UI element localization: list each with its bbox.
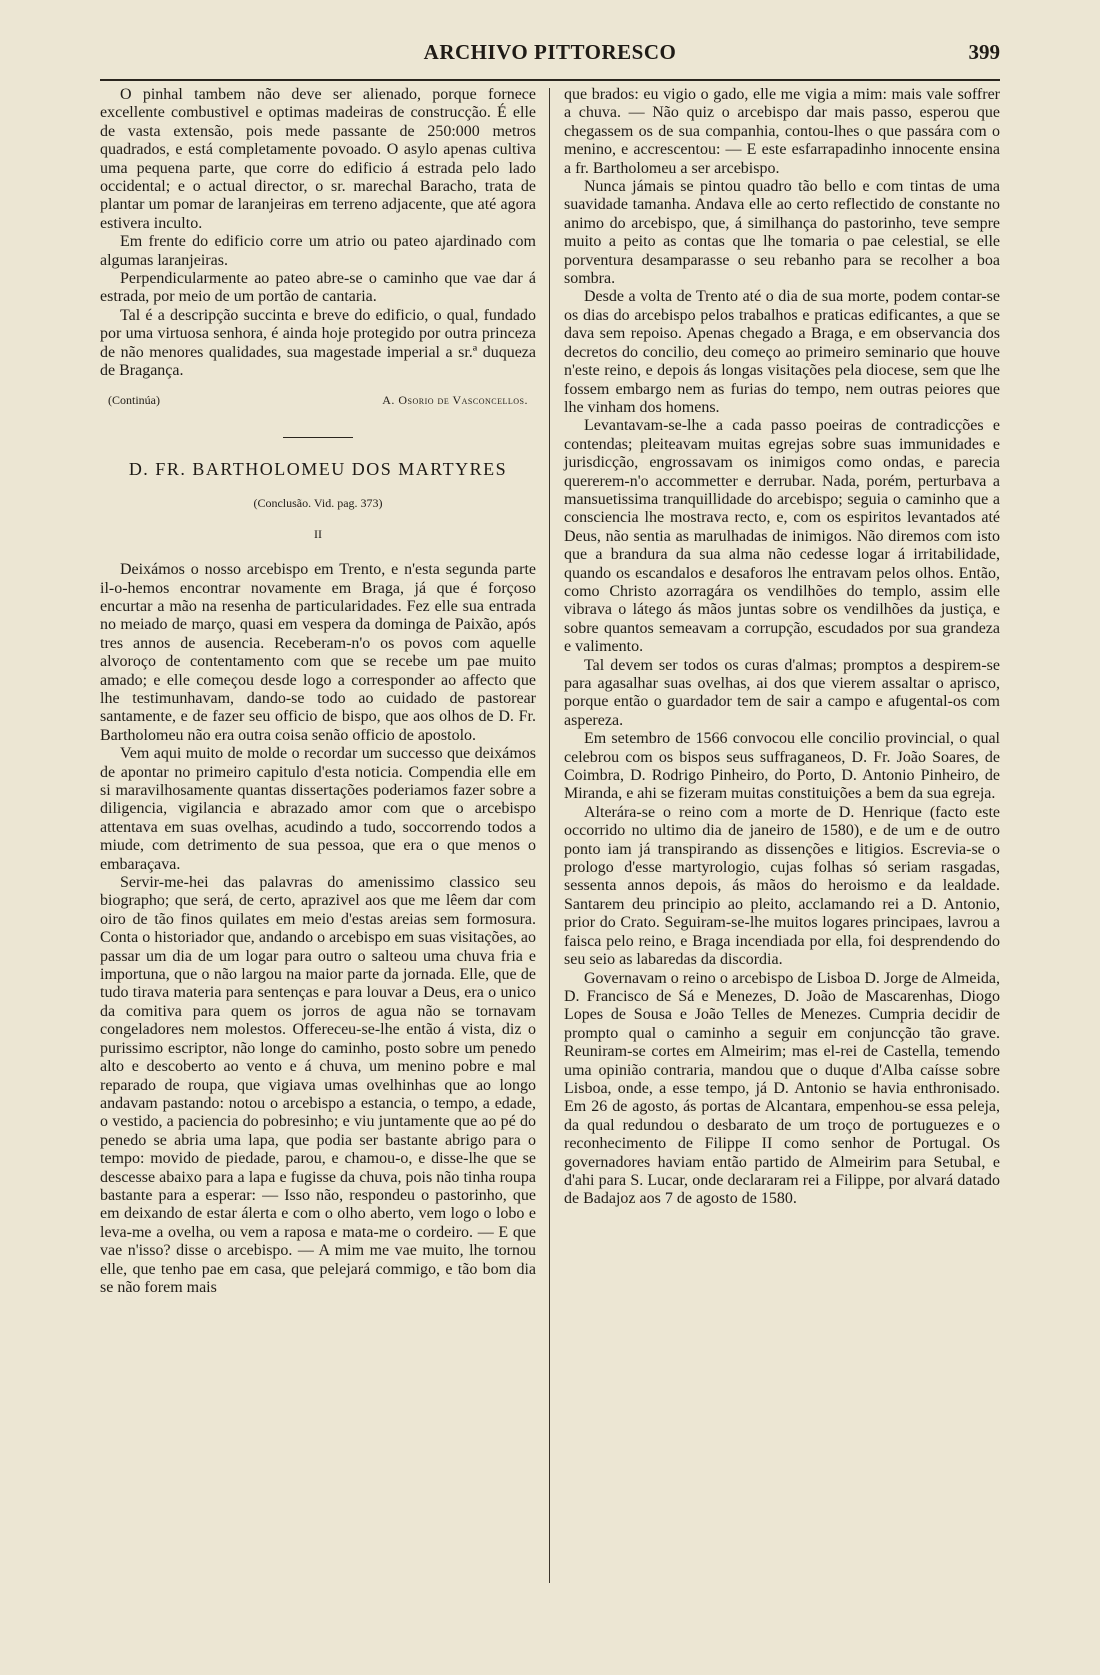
left-column bbox=[100, 86, 536, 1297]
column-divider bbox=[549, 88, 550, 1583]
paragraph: Desde a volta de Trento até o dia de sua morte, podem contar-se os dias do arcebispo pelos trabalhos e praticas edificantes, a que se dava sem repoiso. Apenas chegado a Braga, e em observancia dos decretos do concilio, deu começo ao primeiro seminario que houve n'este reino, e depois ás longas visitações pela diocese, sem que lhe fossem embargo nem as furias do tempo, nem outras peiores que lhe vinham dos homens. bbox=[564, 288, 1000, 416]
continued-note: (Continúa) bbox=[108, 392, 160, 407]
journal-title: ARCHIVO PITTORESCO bbox=[423, 40, 677, 64]
paragraph: Governavam o reino o arcebispo de Lisboa D. Jorge de Almeida, D. Francisco de Sá e Menezes, D. João de Mascarenhas, Diogo Lopes de Sousa e João Telles de Menezes. Cumpria decidir de prompto qual o caminho a seguir em conjuncção tão grave. Reuniram-se cortes em Almeirim; mas el-rei de Castella, temendo uma opinião contraria, mandou que o duque d'Alba caísse sobre Lisboa, onde, a esse tempo, já D. Antonio se havia enthronisado. Em 26 de agosto, ás portas de Alcantara, empenhou-se essa peleja, da qual redundou o desbarato de um troço de portuguezes e o reconhecimento de Filippe II como senhor de Portugal. Os governadores haviam então partido de Almeirim para Setubal, e d'ahi para S. Lucar, onde declararam rei a Filippe, por alvará datado de Badajoz aos 7 de agosto de 1580. bbox=[564, 969, 1000, 1208]
paragraph: Perpendicularmente ao pateo abre-se o caminho que vae dar á estrada, por meio de um portão de cantaria. bbox=[100, 270, 536, 306]
paragraph: Alterára-se o reino com a morte de D. Henrique (facto este occorrido no ultimo dia de janeiro de 1580), e de um e de outro ponto iam já transpirando as dissenções e litigios. Escrevia-se o prologo d'esse martyrologio, cujas folhas só seriam rasgadas, sessenta annos depois, ás mãos do heroismo e da lealdade. Santarem deu principio ao pleito, acclamando rei a D. Antonio, prior do Crato. Seguiram-se-lhe muitos logares principaes, lavrou a faisca pelo reino, e Braga incendiada por ella, foi desprendendo do seu seio as labaredas da discordia. bbox=[564, 803, 1000, 969]
paragraph: Nunca jámais se pintou quadro tão bello e com tintas de uma suavidade tamanha. Andava elle ao certo reflectido de constante no animo do arcebispo, que, á similhança do pastorinho, teve sempre muito a peito as contas que lhe tomaria o pae celestial, se elle porventura desamparasse o seu rebanho para se recolher a boa sombra. bbox=[564, 178, 1000, 288]
paragraph: Vem aqui muito de molde o recordar um successo que deixámos de apontar no primeiro capitulo d'esta noticia. Compendia elle em si maravilhosamente quantas dissertações poderiamos fazer sobre a diligencia, vigilancia e abrazado amor com que o arcebispo attentava em suas ovelhas, acudindo a tudo, soccorrendo todos a miude, com detrimento de sua pessoa, que era o que menos o embaraçava. bbox=[100, 745, 536, 873]
paragraph: Tal devem ser todos os curas d'almas; promptos a despirem-se para agasalhar suas ovelhas, ai dos que vierem assaltar o aprisco, porque então o guardador tem de sair a campo e afugental-os com aspereza. bbox=[564, 656, 1000, 729]
section-number: II bbox=[314, 526, 322, 541]
header-rule bbox=[100, 79, 1000, 81]
paragraph: Tal é a descripção succinta e breve do edificio, o qual, fundado por uma virtuosa senhora, é ainda hoje protegido por outra princeza de não menores qualidades, sua magestade imperial a sr.ª duqueza de Bragança. bbox=[100, 306, 536, 380]
paragraph: Em setembro de 1566 convocou elle concilio provincial, o qual celebrou com os bispos seus suffraganeos, D. Fr. João Soares, de Coimbra, D. Rodrigo Pinheiro, do Porto, D. Antonio Pinheiro, de Miranda, e ahi se fizeram muitas constituições a bem da sua egreja. bbox=[564, 730, 1000, 803]
running-header bbox=[100, 40, 1000, 70]
author-signature: A. Osorio de Vasconcellos. bbox=[382, 392, 528, 407]
right-column bbox=[564, 86, 1000, 1209]
article-title: D. FR. BARTHOLOMEU DOS MARTYRES bbox=[128, 458, 508, 479]
paragraph: Servir-me-hei das palavras do amenissimo classico seu biographo; que será, de certo, aprazivel aos que me lêem dar com oiro de tão finos quilates em meio d'estas areias sem formosura. Conta o historiador que, andando o arcebispo em suas visitações, ao passar um dia de um logar para outro o salteou uma chuva fria e importuna, que o não largou na maior parte da jornada. Elle, que de tudo tirava materia para sentenças e para louvar a Deus, era o unico da comitiva para quem os jorros de agua não se tornavam congeladores nem molestos. Offereceu-se-lhe então á vista, diz o purissimo escriptor, não longe do caminho, posto sobre um penedo alto e descoberto ao vento e á chuva, um menino pobre e mal reparado de roupa, que vigiava umas ovelhinhas que ao longo andavam pastando: notou o arcebispo a estancia, o tempo, a edade, o vestido, a paciencia do pobresinho; e viu juntamente que ao pé do penedo se abria uma lapa, que podia ser bastante abrigo para o tempo: movido de piedade, parou, e chamou-o, e disse-lhe que se descesse abaixo para a lapa e fugisse da chuva, pois não tinha roupa bastante para a esperar: — Isso não, respondeu o pastorinho, que em deixando de estar álerta e com o olho aberto, vem logo o lobo e leva-me a ovelha, ou vem a raposa e mata-me o cordeiro. — E que vae n'isso? disse o arcebispo. — A mim me vae muito, lhe tornou elle, que tenho pae em casa, que pelejará commigo, e tão bom dia se não forem mais bbox=[100, 874, 536, 1296]
paragraph: Em frente do edificio corre um atrio ou pateo ajardinado com algumas laranjeiras. bbox=[100, 233, 536, 269]
page-number: 399 bbox=[968, 40, 1000, 64]
section-separator bbox=[283, 437, 353, 438]
paragraph: Deixámos o nosso arcebispo em Trento, e n'esta segunda parte il-o-hemos encontrar novamente em Braga, já que é forçoso encurtar a mão na resenha de particularidades. Fez elle sua entrada no meiado de março, quasi em vespera da dominga de Paixão, após tres annos de ausencia. Receberam-n'o os povos com aquelle alvoroço de contentamento com que se recebe um pae muito amado; e elle começou desde logo a corresponder ao affecto que lhe testimunhavam, dando-se todo ao cuidado de pastorear santamente, e de fazer seu officio de bispo, que aos olhos de D. Fr. Bartholomeu não era outra coisa senão officio de apostolo. bbox=[100, 561, 536, 744]
attribution bbox=[100, 391, 536, 409]
paragraph: Levantavam-se-lhe a cada passo poeiras de contradicções e contendas; pleiteavam muitas egrejas sobre suas immunidades e jurisdicção, engrossavam os inimigos como ondas, e parecia quererem-n'o accommetter e derrubar. Nada, porém, perturbava a mansuetissima tranquillidade do arcebispo; seguia o caminho que a consciencia lhe mostrava recto, e, com os espiritos levantados até Deus, não sentia as marulhadas de inimigos. Não diremos com isto que a brandura da sua alma não cedesse logar á irritabilidade, quando os escandalos e desaforos lhe entravam pelos olhos. Então, como Christo azorragára os vendilhões do templo, assim elle vibrava o látego ás mãos juntas sobre os vendilhões da justiça, e sobre quantos semeavam a corrupção, escudados por sua grandeza e valimento. bbox=[564, 417, 1000, 656]
paragraph: O pinhal tambem não deve ser alienado, porque fornece excellente combustivel e optimas madeiras de construcção. É elle de vasta extensão, pois mede passante de 250:000 metros quadrados, e está completamente povoado. O asylo apenas cultiva uma pequena parte, que corre do edificio á estrada pelo lado occidental; e o actual director, o sr. marechal Baracho, trata de plantar um pomar de laranjeiras em terreno adjacente, que até agora estivera inculto. bbox=[100, 86, 536, 232]
article-subtitle: (Conclusão. Vid. pag. 373) bbox=[253, 496, 383, 511]
paragraph: que brados: eu vigio o gado, elle me vigia a mim: mais vale soffrer a chuva. — Não quiz o arcebispo dar mais passo, esperou que chegassem os de sua companhia, contou-lhes o que passára com o menino, e accrescentou: — E este esfarrapadinho innocente ensina a fr. Bartholomeu a ser arcebispo. bbox=[564, 86, 1000, 177]
